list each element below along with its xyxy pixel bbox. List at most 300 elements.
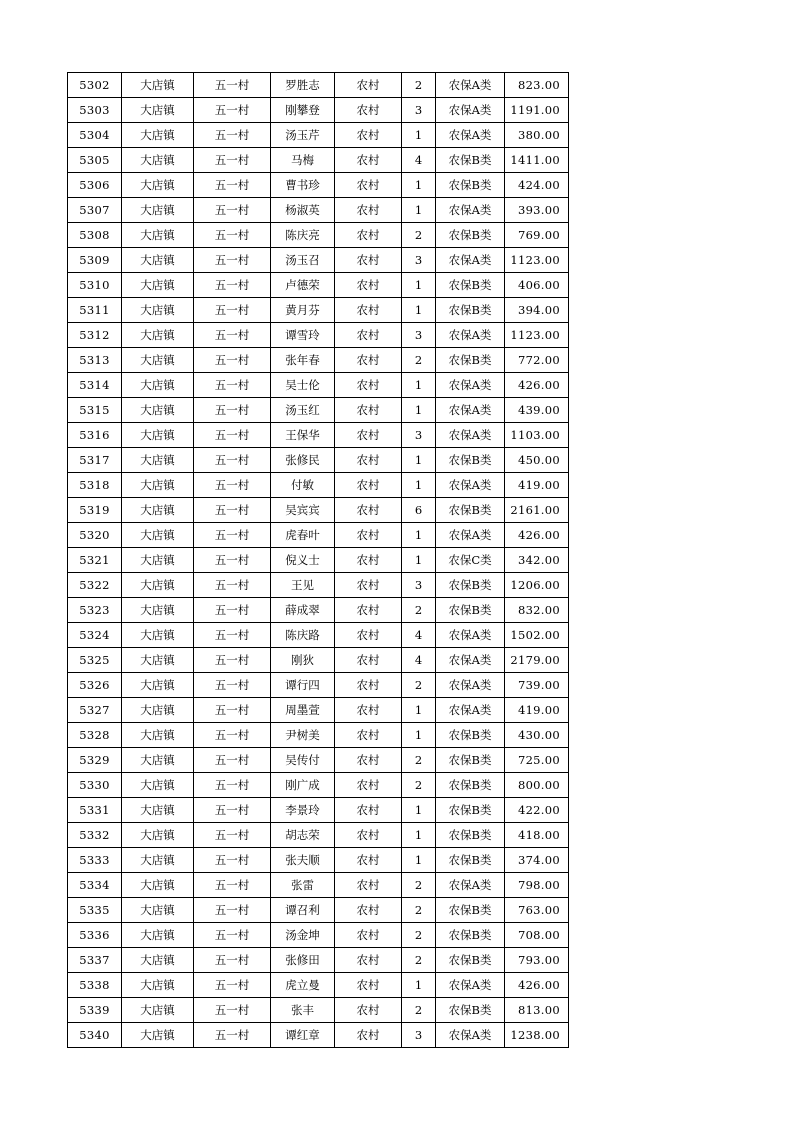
insurance-category-cell: 农保B类 — [436, 298, 505, 323]
person-count-cell: 1 — [402, 823, 436, 848]
insurance-category-cell: 农保A类 — [436, 523, 505, 548]
row-id-cell: 5334 — [68, 873, 122, 898]
table-row — [68, 898, 569, 923]
village-cell: 五一村 — [194, 148, 271, 173]
row-id-cell: 5303 — [68, 98, 122, 123]
village-cell: 五一村 — [194, 498, 271, 523]
amount-cell: 772.00 — [505, 348, 569, 373]
village-cell: 五一村 — [194, 123, 271, 148]
household-type-cell: 农村 — [335, 473, 402, 498]
person-count-cell: 1 — [402, 398, 436, 423]
insurance-category-cell: 农保A类 — [436, 623, 505, 648]
town-cell: 大店镇 — [122, 898, 194, 923]
person-count-cell: 4 — [402, 648, 436, 673]
amount-cell: 1103.00 — [505, 423, 569, 448]
town-cell: 大店镇 — [122, 523, 194, 548]
table-row — [68, 448, 569, 473]
amount-cell: 2179.00 — [505, 648, 569, 673]
person-count-cell: 2 — [402, 223, 436, 248]
row-id-cell: 5333 — [68, 848, 122, 873]
table-row — [68, 848, 569, 873]
name-cell: 尹树美 — [271, 723, 335, 748]
row-id-cell: 5326 — [68, 673, 122, 698]
person-count-cell: 2 — [402, 923, 436, 948]
insurance-category-cell: 农保B类 — [436, 348, 505, 373]
town-cell: 大店镇 — [122, 248, 194, 273]
amount-cell: 2161.00 — [505, 498, 569, 523]
village-cell: 五一村 — [194, 723, 271, 748]
insurance-category-cell: 农保B类 — [436, 923, 505, 948]
table-row — [68, 98, 569, 123]
village-cell: 五一村 — [194, 848, 271, 873]
table-row — [68, 923, 569, 948]
person-count-cell: 2 — [402, 898, 436, 923]
amount-cell: 450.00 — [505, 448, 569, 473]
household-type-cell: 农村 — [335, 348, 402, 373]
town-cell: 大店镇 — [122, 423, 194, 448]
town-cell: 大店镇 — [122, 148, 194, 173]
amount-cell: 374.00 — [505, 848, 569, 873]
row-id-cell: 5305 — [68, 148, 122, 173]
town-cell: 大店镇 — [122, 698, 194, 723]
town-cell: 大店镇 — [122, 273, 194, 298]
table-row — [68, 323, 569, 348]
household-type-cell: 农村 — [335, 673, 402, 698]
household-type-cell: 农村 — [335, 623, 402, 648]
person-count-cell: 1 — [402, 848, 436, 873]
name-cell: 李景玲 — [271, 798, 335, 823]
insurance-category-cell: 农保B类 — [436, 948, 505, 973]
person-count-cell: 3 — [402, 248, 436, 273]
table-row — [68, 223, 569, 248]
town-cell: 大店镇 — [122, 973, 194, 998]
name-cell: 吴传付 — [271, 748, 335, 773]
amount-cell: 1411.00 — [505, 148, 569, 173]
name-cell: 陈庆亮 — [271, 223, 335, 248]
household-type-cell: 农村 — [335, 523, 402, 548]
amount-cell: 424.00 — [505, 173, 569, 198]
household-type-cell: 农村 — [335, 648, 402, 673]
row-id-cell: 5337 — [68, 948, 122, 973]
insurance-category-cell: 农保B类 — [436, 498, 505, 523]
amount-cell: 430.00 — [505, 723, 569, 748]
village-cell: 五一村 — [194, 448, 271, 473]
row-id-cell: 5331 — [68, 798, 122, 823]
village-cell: 五一村 — [194, 773, 271, 798]
town-cell: 大店镇 — [122, 73, 194, 98]
name-cell: 张雷 — [271, 873, 335, 898]
household-type-cell: 农村 — [335, 748, 402, 773]
row-id-cell: 5314 — [68, 373, 122, 398]
person-count-cell: 2 — [402, 998, 436, 1023]
name-cell: 罗胜志 — [271, 73, 335, 98]
household-type-cell: 农村 — [335, 948, 402, 973]
household-type-cell: 农村 — [335, 373, 402, 398]
row-id-cell: 5325 — [68, 648, 122, 673]
row-id-cell: 5321 — [68, 548, 122, 573]
amount-cell: 1123.00 — [505, 323, 569, 348]
town-cell: 大店镇 — [122, 223, 194, 248]
table-row — [68, 73, 569, 98]
household-type-cell: 农村 — [335, 823, 402, 848]
row-id-cell: 5328 — [68, 723, 122, 748]
insurance-category-cell: 农保A类 — [436, 423, 505, 448]
village-cell: 五一村 — [194, 1023, 271, 1048]
insurance-category-cell: 农保A类 — [436, 98, 505, 123]
household-type-cell: 农村 — [335, 573, 402, 598]
insurance-category-cell: 农保B类 — [436, 148, 505, 173]
insurance-category-cell: 农保B类 — [436, 723, 505, 748]
row-id-cell: 5335 — [68, 898, 122, 923]
town-cell: 大店镇 — [122, 298, 194, 323]
table-row — [68, 123, 569, 148]
person-count-cell: 1 — [402, 173, 436, 198]
name-cell: 卢德荣 — [271, 273, 335, 298]
amount-cell: 763.00 — [505, 898, 569, 923]
person-count-cell: 4 — [402, 148, 436, 173]
person-count-cell: 1 — [402, 973, 436, 998]
household-type-cell: 农村 — [335, 423, 402, 448]
amount-cell: 769.00 — [505, 223, 569, 248]
household-type-cell: 农村 — [335, 323, 402, 348]
insurance-category-cell: 农保A类 — [436, 648, 505, 673]
insurance-category-cell: 农保B类 — [436, 898, 505, 923]
row-id-cell: 5340 — [68, 1023, 122, 1048]
name-cell: 付敏 — [271, 473, 335, 498]
amount-cell: 422.00 — [505, 798, 569, 823]
person-count-cell: 1 — [402, 473, 436, 498]
village-cell: 五一村 — [194, 523, 271, 548]
table-row — [68, 648, 569, 673]
household-type-cell: 农村 — [335, 973, 402, 998]
table-row — [68, 148, 569, 173]
name-cell: 汤玉召 — [271, 248, 335, 273]
village-cell: 五一村 — [194, 923, 271, 948]
village-cell: 五一村 — [194, 98, 271, 123]
insurance-category-cell: 农保B类 — [436, 448, 505, 473]
amount-cell: 1206.00 — [505, 573, 569, 598]
household-type-cell: 农村 — [335, 198, 402, 223]
insurance-category-cell: 农保B类 — [436, 573, 505, 598]
name-cell: 刚攀登 — [271, 98, 335, 123]
amount-cell: 798.00 — [505, 873, 569, 898]
table-row — [68, 673, 569, 698]
village-cell: 五一村 — [194, 598, 271, 623]
amount-cell: 725.00 — [505, 748, 569, 773]
row-id-cell: 5339 — [68, 998, 122, 1023]
village-cell: 五一村 — [194, 898, 271, 923]
name-cell: 吴宾宾 — [271, 498, 335, 523]
row-id-cell: 5302 — [68, 73, 122, 98]
table-row — [68, 273, 569, 298]
table-row — [68, 573, 569, 598]
household-type-cell: 农村 — [335, 1023, 402, 1048]
village-cell: 五一村 — [194, 248, 271, 273]
amount-cell: 823.00 — [505, 73, 569, 98]
village-cell: 五一村 — [194, 573, 271, 598]
person-count-cell: 3 — [402, 323, 436, 348]
row-id-cell: 5312 — [68, 323, 122, 348]
row-id-cell: 5315 — [68, 398, 122, 423]
table-row — [68, 973, 569, 998]
amount-cell: 800.00 — [505, 773, 569, 798]
person-count-cell: 2 — [402, 748, 436, 773]
amount-cell: 1238.00 — [505, 1023, 569, 1048]
amount-cell: 426.00 — [505, 973, 569, 998]
town-cell: 大店镇 — [122, 623, 194, 648]
household-type-cell: 农村 — [335, 248, 402, 273]
insurance-category-cell: 农保B类 — [436, 598, 505, 623]
name-cell: 倪义士 — [271, 548, 335, 573]
town-cell: 大店镇 — [122, 398, 194, 423]
name-cell: 汤玉芹 — [271, 123, 335, 148]
insurance-category-cell: 农保B类 — [436, 998, 505, 1023]
person-count-cell: 2 — [402, 598, 436, 623]
name-cell: 虎春叶 — [271, 523, 335, 548]
name-cell: 王见 — [271, 573, 335, 598]
table-row — [68, 298, 569, 323]
village-cell: 五一村 — [194, 73, 271, 98]
amount-cell: 426.00 — [505, 373, 569, 398]
town-cell: 大店镇 — [122, 723, 194, 748]
town-cell: 大店镇 — [122, 673, 194, 698]
name-cell: 张修民 — [271, 448, 335, 473]
town-cell: 大店镇 — [122, 773, 194, 798]
amount-cell: 426.00 — [505, 523, 569, 548]
insurance-category-cell: 农保A类 — [436, 323, 505, 348]
village-cell: 五一村 — [194, 823, 271, 848]
table-row — [68, 173, 569, 198]
table-row — [68, 373, 569, 398]
town-cell: 大店镇 — [122, 198, 194, 223]
row-id-cell: 5323 — [68, 598, 122, 623]
village-cell: 五一村 — [194, 623, 271, 648]
amount-cell: 739.00 — [505, 673, 569, 698]
village-cell: 五一村 — [194, 348, 271, 373]
person-count-cell: 1 — [402, 198, 436, 223]
table-row — [68, 773, 569, 798]
insurance-category-cell: 农保A类 — [436, 198, 505, 223]
row-id-cell: 5309 — [68, 248, 122, 273]
household-type-cell: 农村 — [335, 773, 402, 798]
town-cell: 大店镇 — [122, 173, 194, 198]
person-count-cell: 4 — [402, 623, 436, 648]
amount-cell: 1123.00 — [505, 248, 569, 273]
table-body — [68, 73, 569, 1048]
insurance-category-cell: 农保B类 — [436, 798, 505, 823]
town-cell: 大店镇 — [122, 448, 194, 473]
household-type-cell: 农村 — [335, 873, 402, 898]
village-cell: 五一村 — [194, 323, 271, 348]
person-count-cell: 1 — [402, 373, 436, 398]
village-cell: 五一村 — [194, 198, 271, 223]
household-type-cell: 农村 — [335, 598, 402, 623]
town-cell: 大店镇 — [122, 848, 194, 873]
name-cell: 陈庆路 — [271, 623, 335, 648]
amount-cell: 708.00 — [505, 923, 569, 948]
table-row — [68, 798, 569, 823]
table-row — [68, 723, 569, 748]
row-id-cell: 5332 — [68, 823, 122, 848]
town-cell: 大店镇 — [122, 473, 194, 498]
town-cell: 大店镇 — [122, 923, 194, 948]
household-type-cell: 农村 — [335, 998, 402, 1023]
row-id-cell: 5304 — [68, 123, 122, 148]
table-row — [68, 473, 569, 498]
insurance-category-cell: 农保B类 — [436, 773, 505, 798]
household-type-cell: 农村 — [335, 98, 402, 123]
insurance-category-cell: 农保C类 — [436, 548, 505, 573]
amount-cell: 419.00 — [505, 473, 569, 498]
table-row — [68, 348, 569, 373]
town-cell: 大店镇 — [122, 373, 194, 398]
name-cell: 胡志荣 — [271, 823, 335, 848]
row-id-cell: 5327 — [68, 698, 122, 723]
village-cell: 五一村 — [194, 373, 271, 398]
person-count-cell: 1 — [402, 798, 436, 823]
village-cell: 五一村 — [194, 698, 271, 723]
person-count-cell: 1 — [402, 523, 436, 548]
village-cell: 五一村 — [194, 473, 271, 498]
table-row — [68, 598, 569, 623]
table-row — [68, 398, 569, 423]
row-id-cell: 5313 — [68, 348, 122, 373]
town-cell: 大店镇 — [122, 548, 194, 573]
person-count-cell: 2 — [402, 73, 436, 98]
household-type-cell: 农村 — [335, 848, 402, 873]
amount-cell: 393.00 — [505, 198, 569, 223]
household-type-cell: 农村 — [335, 398, 402, 423]
town-cell: 大店镇 — [122, 573, 194, 598]
table-row — [68, 998, 569, 1023]
table-row — [68, 198, 569, 223]
household-type-cell: 农村 — [335, 498, 402, 523]
town-cell: 大店镇 — [122, 798, 194, 823]
household-type-cell: 农村 — [335, 123, 402, 148]
name-cell: 汤金坤 — [271, 923, 335, 948]
table-row — [68, 948, 569, 973]
name-cell: 曹书珍 — [271, 173, 335, 198]
name-cell: 谭雪玲 — [271, 323, 335, 348]
row-id-cell: 5306 — [68, 173, 122, 198]
table-row — [68, 548, 569, 573]
village-cell: 五一村 — [194, 948, 271, 973]
household-type-cell: 农村 — [335, 73, 402, 98]
row-id-cell: 5311 — [68, 298, 122, 323]
row-id-cell: 5316 — [68, 423, 122, 448]
town-cell: 大店镇 — [122, 998, 194, 1023]
amount-cell: 793.00 — [505, 948, 569, 973]
row-id-cell: 5307 — [68, 198, 122, 223]
person-count-cell: 1 — [402, 723, 436, 748]
household-type-cell: 农村 — [335, 798, 402, 823]
insurance-category-cell: 农保A类 — [436, 248, 505, 273]
town-cell: 大店镇 — [122, 348, 194, 373]
insurance-category-cell: 农保A类 — [436, 673, 505, 698]
row-id-cell: 5322 — [68, 573, 122, 598]
amount-cell: 419.00 — [505, 698, 569, 723]
town-cell: 大店镇 — [122, 873, 194, 898]
name-cell: 黄月芬 — [271, 298, 335, 323]
name-cell: 张夫顺 — [271, 848, 335, 873]
village-cell: 五一村 — [194, 173, 271, 198]
row-id-cell: 5308 — [68, 223, 122, 248]
household-type-cell: 农村 — [335, 298, 402, 323]
village-cell: 五一村 — [194, 873, 271, 898]
table-row — [68, 423, 569, 448]
amount-cell: 418.00 — [505, 823, 569, 848]
person-count-cell: 3 — [402, 423, 436, 448]
village-cell: 五一村 — [194, 223, 271, 248]
person-count-cell: 2 — [402, 348, 436, 373]
amount-cell: 439.00 — [505, 398, 569, 423]
amount-cell: 380.00 — [505, 123, 569, 148]
household-type-cell: 农村 — [335, 148, 402, 173]
insurance-category-cell: 农保A类 — [436, 1023, 505, 1048]
household-type-cell: 农村 — [335, 698, 402, 723]
person-count-cell: 1 — [402, 298, 436, 323]
village-cell: 五一村 — [194, 548, 271, 573]
name-cell: 薛成翠 — [271, 598, 335, 623]
row-id-cell: 5324 — [68, 623, 122, 648]
person-count-cell: 1 — [402, 448, 436, 473]
data-table — [67, 72, 569, 1048]
name-cell: 吴士伦 — [271, 373, 335, 398]
town-cell: 大店镇 — [122, 823, 194, 848]
row-id-cell: 5338 — [68, 973, 122, 998]
town-cell: 大店镇 — [122, 323, 194, 348]
insurance-category-cell: 农保A类 — [436, 698, 505, 723]
row-id-cell: 5336 — [68, 923, 122, 948]
amount-cell: 342.00 — [505, 548, 569, 573]
village-cell: 五一村 — [194, 748, 271, 773]
household-type-cell: 农村 — [335, 273, 402, 298]
insurance-category-cell: 农保A类 — [436, 973, 505, 998]
name-cell: 周墨萱 — [271, 698, 335, 723]
village-cell: 五一村 — [194, 648, 271, 673]
household-type-cell: 农村 — [335, 548, 402, 573]
insurance-category-cell: 农保B类 — [436, 173, 505, 198]
row-id-cell: 5319 — [68, 498, 122, 523]
insurance-category-cell: 农保B类 — [436, 748, 505, 773]
person-count-cell: 3 — [402, 1023, 436, 1048]
table-row — [68, 698, 569, 723]
insurance-category-cell: 农保A类 — [436, 473, 505, 498]
village-cell: 五一村 — [194, 423, 271, 448]
table-row — [68, 873, 569, 898]
row-id-cell: 5310 — [68, 273, 122, 298]
town-cell: 大店镇 — [122, 948, 194, 973]
person-count-cell: 2 — [402, 948, 436, 973]
row-id-cell: 5317 — [68, 448, 122, 473]
table-row — [68, 748, 569, 773]
table-row — [68, 498, 569, 523]
person-count-cell: 3 — [402, 98, 436, 123]
table-row — [68, 248, 569, 273]
name-cell: 汤玉红 — [271, 398, 335, 423]
name-cell: 马梅 — [271, 148, 335, 173]
town-cell: 大店镇 — [122, 1023, 194, 1048]
row-id-cell: 5330 — [68, 773, 122, 798]
town-cell: 大店镇 — [122, 498, 194, 523]
household-type-cell: 农村 — [335, 723, 402, 748]
amount-cell: 406.00 — [505, 273, 569, 298]
town-cell: 大店镇 — [122, 598, 194, 623]
household-type-cell: 农村 — [335, 448, 402, 473]
person-count-cell: 1 — [402, 548, 436, 573]
household-type-cell: 农村 — [335, 173, 402, 198]
amount-cell: 832.00 — [505, 598, 569, 623]
